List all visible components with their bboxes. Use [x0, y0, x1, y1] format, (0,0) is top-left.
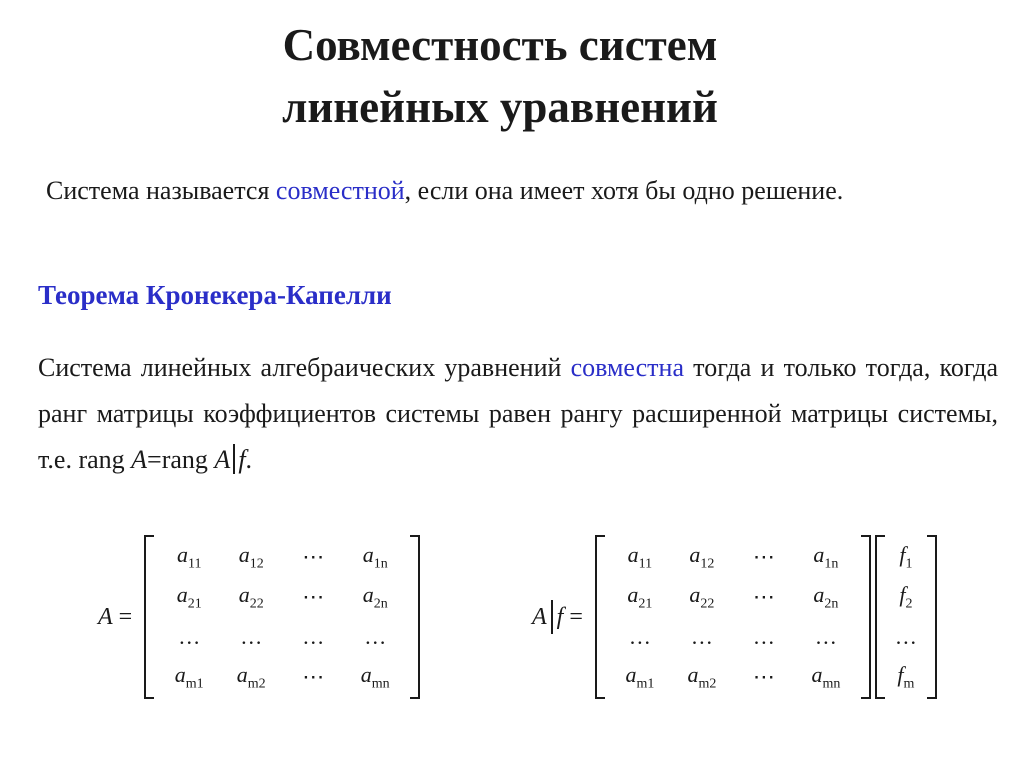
- statement-text-start: Система линейных алгебраических уравнений: [38, 353, 571, 382]
- matrix-a-cell-index: m1: [185, 676, 204, 692]
- statement-term: совместна: [570, 353, 684, 382]
- statement-text-mid: тогда и только тогда, когда ранг матрицы коэффициентов системы равен рангу расширенной матрицы системы, т.е. rang: [38, 353, 998, 474]
- matrix-af-cell-index: 12: [700, 556, 715, 572]
- matrix-af-cell-base: a: [627, 581, 639, 607]
- matrix-af-left-bracket: [595, 535, 605, 699]
- matrix-a-right-bracket: [410, 535, 420, 699]
- matrix-af-cell: [815, 624, 837, 650]
- matrix-a-cell-index: 12: [249, 556, 264, 572]
- matrix-af-cell: [753, 664, 775, 690]
- statement-period: .: [245, 445, 253, 474]
- matrix-a-cell: [239, 582, 264, 612]
- matrix-af-name-f: f: [556, 603, 564, 630]
- matrix-af-cell: [625, 662, 654, 692]
- matrix-af-f-column: [889, 537, 923, 697]
- matrix-af-lhs: [532, 600, 583, 634]
- matrix-af-cell: [753, 584, 775, 610]
- definition-text-end: , если она имеет хотя бы одно решение.: [404, 176, 844, 205]
- matrix-f-cell: [897, 662, 914, 692]
- matrix-af-cell-base: a: [625, 661, 637, 687]
- matrix-af-mid-bracket-left: [875, 535, 885, 699]
- matrix-f-cell-base: …: [894, 624, 917, 649]
- matrix-af-cell: [689, 582, 714, 612]
- statement-var-a: A: [131, 445, 148, 474]
- matrix-a-cell: [363, 542, 388, 572]
- matrix-af-cell-base: a: [813, 581, 825, 607]
- matrix-af-cell: [691, 624, 713, 650]
- slide-title: [0, 14, 1000, 138]
- matrix-a-cell-base: a: [362, 581, 374, 607]
- theorem-statement: [38, 345, 998, 483]
- matrix-af-cell-base: …: [690, 624, 713, 649]
- matrix-af-cell-index: 11: [638, 556, 653, 572]
- statement-eq-rang: =rang: [147, 445, 215, 474]
- matrix-af-cell: [753, 624, 775, 650]
- matrix-a-cell: [178, 624, 200, 650]
- matrix-a-left-bracket: [144, 535, 154, 699]
- matrix-a-cell-index: 21: [187, 596, 202, 612]
- matrix-a-cell-index: mn: [371, 676, 390, 692]
- matrix-a-cell-base: a: [238, 541, 250, 567]
- matrix-af-cell-base: ⋯: [752, 664, 775, 689]
- matrix-af-cell-base: …: [752, 624, 775, 649]
- matrix-a-grid: [158, 537, 406, 697]
- matrix-af-cell-index: 1n: [824, 556, 839, 572]
- theorem-heading: Теорема Кронекера-Капелли: [38, 280, 392, 310]
- matrix-af-cell-base: ⋯: [752, 584, 775, 609]
- matrix-af-mid-bracket-right: [861, 535, 871, 699]
- matrix-af-cell-index: m2: [698, 676, 717, 692]
- matrix-a-cell-base: …: [240, 624, 263, 649]
- matrix-af-cell-base: ⋯: [752, 544, 775, 569]
- matrix-af-cell: [813, 582, 838, 612]
- matrix-af-cell: [687, 662, 716, 692]
- matrix-a-cell-base: a: [360, 661, 372, 687]
- matrix-a-cell: [363, 582, 388, 612]
- matrix-af-cell-base: a: [813, 541, 825, 567]
- definition-term: совместной: [275, 176, 405, 205]
- matrix-a-lhs: [98, 604, 132, 631]
- matrix-f-cell-base: f: [899, 581, 906, 607]
- matrix-f-cell-index: 2: [905, 596, 913, 612]
- matrix-af-cell: [628, 542, 652, 572]
- matrix-f-cell-index: 1: [905, 556, 913, 572]
- matrix-af-cell: [811, 662, 840, 692]
- matrix-a-cell-base: a: [176, 541, 188, 567]
- matrix-af-lhs-bar: [551, 600, 553, 634]
- matrix-af-cell-base: a: [627, 541, 639, 567]
- matrix-a-cell: [177, 582, 202, 612]
- matrix-f-cell: [899, 542, 912, 572]
- matrix-af-cell: [813, 542, 838, 572]
- matrix-a-cell-base: a: [238, 581, 250, 607]
- matrix-a-cell: [177, 542, 201, 572]
- matrix-a-equation: [98, 535, 424, 699]
- matrix-af-name-a: A: [532, 603, 547, 630]
- matrix-a-cell: [237, 662, 266, 692]
- matrix-af-cell-base: …: [814, 624, 837, 649]
- matrix-a-cell-index: 2n: [373, 596, 388, 612]
- statement-var-a-augmented: A: [214, 445, 231, 474]
- matrix-af-cell-base: a: [811, 661, 823, 687]
- title-line-2: линейных уравнений: [282, 82, 718, 132]
- matrix-a-cell-base: …: [302, 624, 325, 649]
- matrix-f-cell: [899, 582, 912, 612]
- matrix-a-cell-base: a: [176, 581, 188, 607]
- matrix-a-cell-base: ⋯: [302, 664, 325, 689]
- matrix-af-cell-index: mn: [822, 676, 841, 692]
- matrix-a-cell: [240, 624, 262, 650]
- matrix-af-cell-base: …: [628, 624, 651, 649]
- matrix-af-cell: [627, 582, 652, 612]
- definition-paragraph: [46, 172, 996, 210]
- matrix-af-cell-index: 21: [638, 596, 653, 612]
- matrix-af-cell-base: a: [689, 581, 701, 607]
- matrix-a-cell-index: m2: [247, 676, 266, 692]
- matrix-af-right-bracket: [927, 535, 937, 699]
- matrix-f-cell-base: f: [897, 661, 904, 687]
- matrix-af-cell-index: 2n: [824, 596, 839, 612]
- matrix-af-cell-base: a: [687, 661, 699, 687]
- matrix-a-cell-base: …: [364, 624, 387, 649]
- matrix-a-cell-base: a: [362, 541, 374, 567]
- matrix-a-cell: [175, 662, 204, 692]
- matrix-a-cell: [302, 544, 324, 570]
- matrix-a-cell: [302, 664, 324, 690]
- matrix-a-cell-base: …: [178, 624, 201, 649]
- matrix-a-cell: [364, 624, 386, 650]
- matrix-a-cell-base: a: [236, 661, 248, 687]
- matrix-f-cell-index: m: [903, 676, 915, 692]
- title-line-1: Совместность систем: [282, 20, 718, 70]
- matrix-af-cell: [689, 542, 714, 572]
- matrix-a-equals: =: [118, 603, 133, 630]
- matrix-f-cell-base: f: [899, 541, 906, 567]
- augment-bar: [233, 444, 235, 474]
- matrix-a-cell: [361, 662, 390, 692]
- matrix-a-cell-base: ⋯: [302, 544, 325, 569]
- matrix-af-cell: [629, 624, 651, 650]
- matrix-af-equals: =: [569, 603, 583, 630]
- matrix-af-cell: [753, 544, 775, 570]
- matrix-a-cell-base: a: [174, 661, 186, 687]
- matrix-f-cell: [895, 624, 917, 650]
- matrix-af-cell-index: m1: [636, 676, 655, 692]
- statement-var-f: f: [238, 445, 246, 474]
- matrix-af-equation: [532, 535, 941, 699]
- matrix-af-grid: [609, 537, 857, 697]
- matrix-a-cell: [302, 584, 324, 610]
- definition-text-start: Система называется: [46, 176, 276, 205]
- matrix-a-name: A: [98, 603, 113, 630]
- matrix-a-cell: [302, 624, 324, 650]
- matrix-a-cell-index: 22: [249, 596, 264, 612]
- matrix-af-cell-base: a: [689, 541, 701, 567]
- matrix-a-cell-base: ⋯: [302, 584, 325, 609]
- matrix-af-cell-index: 22: [700, 596, 715, 612]
- matrix-a-cell: [239, 542, 264, 572]
- matrix-a-cell-index: 1n: [373, 556, 388, 572]
- matrix-a-cell-index: 11: [187, 556, 202, 572]
